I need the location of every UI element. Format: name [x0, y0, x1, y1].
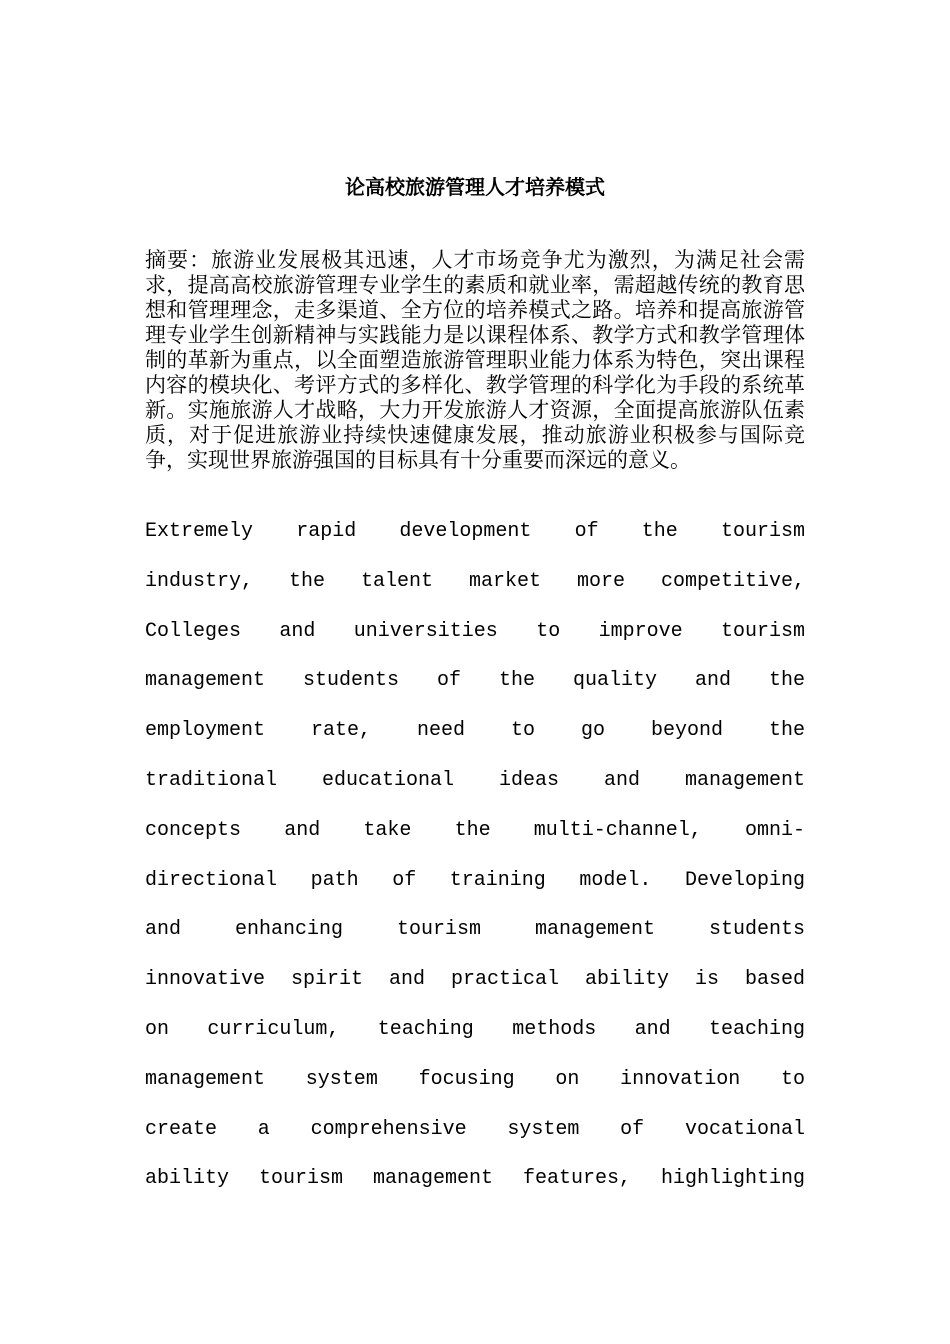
abstract-english-line: ability tourism management features, highlighting: [145, 1167, 805, 1191]
abstract-english-line: on curriculum, teaching methods and teaching: [145, 1017, 805, 1041]
abstract-english-line: concepts and take the multi-channel, omni-: [145, 818, 805, 842]
abstract-english-line: create a comprehensive system of vocational: [145, 1117, 805, 1141]
abstract-english-line: management system focusing on innovation to: [145, 1067, 805, 1091]
abstract-english-line: innovative spirit and practical ability is based: [145, 968, 805, 992]
abstract-english-line: traditional educational ideas and management: [145, 768, 805, 792]
abstract-english-line: directional path of training model. Developing: [145, 868, 805, 892]
abstract-english-line: Extremely rapid development of the tourism: [145, 520, 805, 543]
abstract-english: [145, 507, 805, 1204]
abstract-english-line: industry, the talent market more competitive,: [145, 569, 805, 593]
abstract-chinese: 摘要：旅游业发展极其迅速，人才市场竞争尤为激烈，为满足社会需求，提高高校旅游管理专业学生的素质和就业率，需超越传统的教育思想和管理理念，走多渠道、全方位的培养模式之路。培养和提高旅游管理专业学生创新精神与实践能力是以课程体系、教学方式和教学管理体制的革新为重点，以全面塑造旅游管理职业能力体系为特色，突出课程内容的模块化、考评方式的多样化、教学管理的科学化为手段的系统革新。实施旅游人才战略，大力开发旅游人才资源，全面提高旅游队伍素质，对于促进旅游业持续快速健康发展，推动旅游业积极参与国际竞争，实现世界旅游强国的目标具有十分重要而深远的意义。: [145, 248, 805, 472]
abstract-english-line: employment rate, need to go beyond the: [145, 719, 805, 743]
abstract-english-line: Colleges and universities to improve tourism: [145, 619, 805, 643]
abstract-english-line: and enhancing tourism management students: [145, 918, 805, 942]
page-title: 论高校旅游管理人才培养模式: [345, 175, 605, 199]
abstract-english-line: management students of the quality and the: [145, 669, 805, 693]
